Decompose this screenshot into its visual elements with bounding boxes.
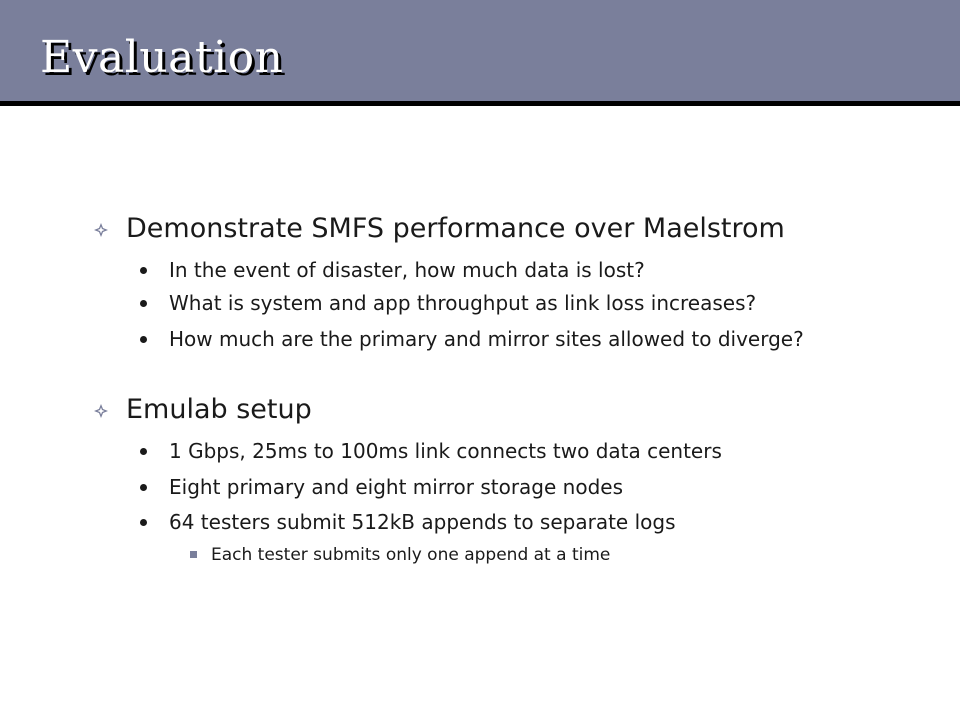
section-heading-label: Emulab setup bbox=[126, 394, 312, 425]
dot-bullet-icon bbox=[140, 267, 147, 274]
dot-bullet-icon bbox=[140, 300, 147, 307]
dot-bullet-icon bbox=[140, 336, 147, 343]
list-item-text: 64 testers submit 512kB appends to separate logs bbox=[169, 510, 676, 534]
section-heading-label: Demonstrate SMFS performance over Maelstrom bbox=[126, 213, 785, 244]
list-item-text: What is system and app throughput as link loss increases? bbox=[169, 291, 757, 315]
dot-bullet-icon bbox=[140, 519, 147, 526]
list-item-text: In the event of disaster, how much data is lost? bbox=[169, 258, 645, 282]
square-bullet-icon bbox=[190, 551, 197, 558]
diamond-bullet-icon bbox=[94, 223, 108, 237]
sub-list-item-text: Each tester submits only one append at a time bbox=[211, 545, 611, 565]
list-item-text: How much are the primary and mirror sites allowed to diverge? bbox=[169, 327, 804, 351]
diamond-bullet-icon bbox=[94, 404, 108, 418]
list-item-text: 1 Gbps, 25ms to 100ms link connects two data centers bbox=[169, 439, 722, 463]
list-item-text: Eight primary and eight mirror storage nodes bbox=[169, 475, 623, 499]
dot-bullet-icon bbox=[140, 448, 147, 455]
slide-title: Evaluation bbox=[40, 32, 284, 83]
dot-bullet-icon bbox=[140, 484, 147, 491]
